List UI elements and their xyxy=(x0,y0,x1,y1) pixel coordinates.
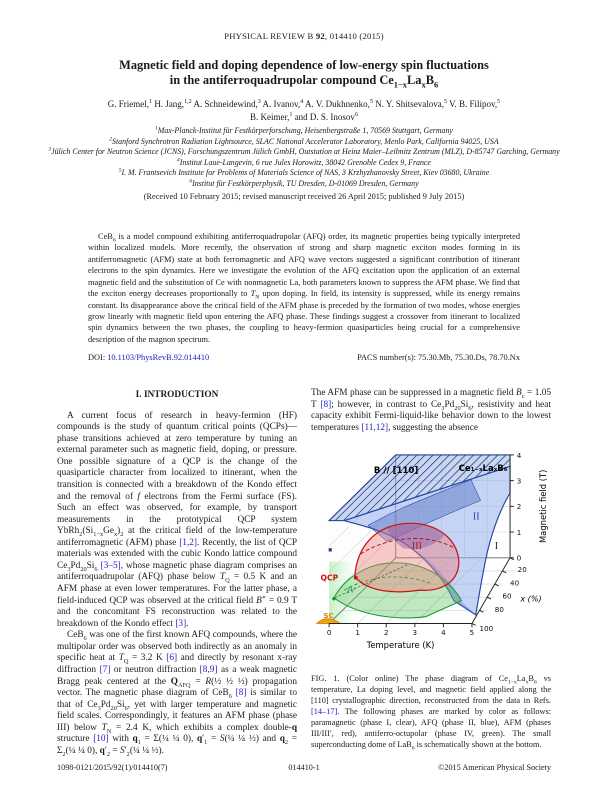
right-column xyxy=(311,388,551,757)
phase-diagram-figure xyxy=(311,447,551,659)
abstract-text: CeB$_6$ is a model compound exhibiting antiferroquadrupolar (AFQ) order, its magnetic properties being typically interpreted within localized models. More recently, the observation of strong and sharp magnetic exciton modes forming in its antiferromagnetic (AFM) state at both ferromagnetic and AFQ wave vectors suggested a significant contribution of itinerant electrons to the spin dynamics. Here we investigate the evolution of the AFQ excitation upon the application of an external magnetic field and the substitution of Ce with nonmagnetic La, both parameters known to suppress the AFM phase. We find that the exciton energy decreases proportionally to $T_N$ upon doping. In field, its intensity is suppressed, while its energy remains constant. Its disappearance above the critical field of the AFM phase is preceded by the formation of two modes, whose energies grow linearly with magnetic field upon entering the AFQ phase. These findings suggest a crossover from itinerant to localized spin dynamics between the two phases, the coupling to heavy-fermion quasiparticles being crucial for a comprehensive description of the magnon spectrum. xyxy=(88,232,520,344)
temp-tick: 1 xyxy=(355,628,360,638)
phase-boundary-marker-square xyxy=(329,548,332,551)
figure-1 xyxy=(311,447,552,753)
field-tick: 2 xyxy=(516,502,522,512)
magnetic-field-axis-label: Magnetic field (T) xyxy=(538,469,549,544)
phase-ii-label: II xyxy=(472,511,480,523)
paper-title-line1: Magnetic field and doping dependence of low-energy spin fluctuations xyxy=(119,58,489,72)
reference-link[interactable]: [10] xyxy=(93,734,109,745)
doi-entry xyxy=(88,353,209,362)
page-footer xyxy=(57,763,551,772)
section-heading-introduction: I. INTRODUCTION xyxy=(135,390,219,400)
field-tick: 1 xyxy=(516,528,522,538)
reference-link[interactable]: [8,9] xyxy=(199,664,218,675)
phase-iii-label: III xyxy=(411,541,422,553)
author-line: G. Friemel,$^1$ H. Jang,$^{1,2}$ A. Schneidewind,$^3$ A. Ivanov,$^4$ A. V. Dukhnenko,$^5$ N. Y. Shitsevalova,$^5$ V. B. Filipov,$^5$ xyxy=(107,99,501,109)
doi-label: DOI: xyxy=(88,353,106,362)
reference-link[interactable]: [8] xyxy=(320,399,332,410)
temp-tick: 3 xyxy=(412,628,418,638)
footer-issn: 1098-0121/2015/92(1)/014410(7) xyxy=(57,763,168,772)
author-list xyxy=(34,98,574,123)
doi-pacs-line xyxy=(88,353,520,362)
field-tick: 0 xyxy=(516,553,522,563)
qcp-label: QCP xyxy=(320,573,339,583)
received-dates: (Received 10 February 2015; revised manuscript received 26 April 2015; published 9 July 2015) xyxy=(143,192,465,201)
sc-label: SC xyxy=(323,611,334,621)
doping-tick: 80 xyxy=(494,605,504,615)
doping-tick: 100 xyxy=(479,624,494,634)
abstract xyxy=(88,231,520,345)
reference-link[interactable]: [3–5] xyxy=(100,560,121,571)
doping-tick: 20 xyxy=(517,565,527,575)
doping-tick: 60 xyxy=(502,591,512,601)
figure-caption: FIG. 1. (Color online) The phase diagram of $Ce_{1-x}La_xB_6$ vs temperature, La doping level, and magnetic field applied along the [110] crystallographic direction, reconstructed from the data in Refs. [14–17]. The following phases are marked by color as follows: paramagnetic (phase I, clear), AFQ (phase II, blue), AFM (phases III/III′, red), antiferro-octupolar (phase IV, green). The small superconducting dome of LaB$_6$ is schematically shown at the bottom. xyxy=(311,673,552,753)
paper-title xyxy=(54,58,554,88)
intro-paragraph-3: The AFM phase can be suppressed in a magnetic field $B_c = 1.05$ T [8]; however, in contrast to $Ce_3Pd_{20}Si_6$, resistivity and heat capacity exhibit Fermi-liquid-like behavior down to the lowest temperatures [11,12], suggesting the absence xyxy=(311,388,551,433)
intro-paragraph-2: CeB$_6$ was one of the first known AFQ compounds, where the multipolar order was observed both indirectly as an anomaly in specific heat at $T_Q = 3.2$ K [6] and directly by resonant x-ray diffraction [7] or neutron diffraction [8,9] as a weak magnetic Bragg peak centered at the $Q_{AFQ}$ = R(½ ½ ½) propagation vector. The magnetic phase diagram of CeB$_6$ [8] is similar to that of $Ce_3Pd_{20}Si_6$, yet with larger temperature and magnetic field scales. Correspondingly, it features an AFM phase (phase III) below $T_N = 2.4$ K, which exhibits a complex double-q structure [10] with $q_1$ = Σ(¼ ¼ 0), $q'_1$ = S(¼ ¼ ½) and $q_2$ = $\Sigma_2(\frac{1}{4}$ ¼ 0), $q'_2$ = $S'_2(\frac{1}{4}$ ¼ ½). xyxy=(57,630,297,758)
journal-header: PHYSICAL REVIEW B 92, 014410 (2015) xyxy=(224,31,384,41)
phase-iv-label: IV xyxy=(347,586,355,596)
affiliation: $^6$Institut für Festkörperphysik, TU Dresden, D-01069 Dresden, Germany xyxy=(189,177,419,188)
paper-title-line2: in the antiferroquadrupolar compound $Ce_{1-x}La_xB_6$ xyxy=(169,73,439,90)
two-column-body xyxy=(57,388,551,757)
pacs-numbers: PACS number(s): 75.30.Mb, 75.30.Ds, 78.70.Nx xyxy=(357,353,520,362)
temp-tick: 2 xyxy=(383,628,389,638)
phase-i-label: I xyxy=(494,541,499,553)
reference-link[interactable]: [1,2] xyxy=(179,537,198,548)
temp-tick: 0 xyxy=(326,628,332,638)
affiliation: $^1$Max-Planck-Institut für Festkörperforschung, Heisenbergstraße 1, 70569 Stuttgart, Germany xyxy=(155,125,453,135)
qcp-marker xyxy=(354,576,358,580)
reference-link[interactable]: [3] xyxy=(175,618,187,629)
affiliation: $^5$I. M. Frantsevich Institute for Problems of Materials Science of NAS, 3 Krzhyzhanovsky Street, Kiev 03680, Ukraine xyxy=(118,167,490,177)
footer-copyright: ©2015 American Physical Society xyxy=(438,763,552,772)
temp-tick: 5 xyxy=(469,628,475,638)
temperature-axis-label: Temperature (K) xyxy=(366,640,435,651)
left-column xyxy=(57,388,297,757)
author-line: B. Keimer,$^1$ and D. S. Inosov$^6$ xyxy=(249,111,358,122)
affiliation: $^2$Stanford Synchrotron Radiation Lightsource, SLAC National Accelerator Laboratory, Menlo Park, California 94025, USA xyxy=(109,135,499,146)
field-tick: 3 xyxy=(516,476,522,486)
intro-paragraph-1: A current focus of research in heavy-fermion (HF) compounds is the study of quantum critical points (QCPs)—phase transitions achieved at zero temperature by tuning an external parameter such as magnetic field, doping, or pressure. One possible signature of a QCP is the change of the quasiparticle character from localized to itinerant, when the transition is connected with a breakdown of the Kondo effect and the removal of f electrons from the Fermi surface (FS). Such an effect was observed, for example, by transport measurements in the prototypical QCP system $YbRh_2(Si_{1-x}Ge_x)_2$ at the critical field of the low-temperature antiferromagnetic (AFM) phase [1,2]. Recently, the list of QCP materials was extended with the cubic Kondo lattice compound $Ce_3Pd_{20}Si_6$ [3–5], whose magnetic phase diagram comprises an antiferroquadrupolar (AFQ) phase below $T_Q = 0.5$ K and an AFM phase at even lower temperatures. For the latter phase, a field-induced QCP was observed at the critical field B∗ = 0.9 T and the concomitant FS reconstruction was related to the breakdown of the Kondo effect [3]. xyxy=(57,410,298,629)
doping-axis-label: x (%) xyxy=(520,593,542,604)
reference-link[interactable]: [14–17] xyxy=(311,707,338,717)
affiliations xyxy=(24,126,584,202)
reference-link[interactable]: [7] xyxy=(99,664,111,675)
reference-link[interactable]: [11,12] xyxy=(361,422,389,433)
field-tick: 4 xyxy=(516,451,522,461)
affiliation: $^3$Jülich Center for Neutron Science (JCNS), Forschungszentrum Jülich GmbH, Outstation at Heinz Maier–Leibnitz Zentrum (MLZ), D-85747 Garching, Germany xyxy=(48,146,560,156)
doping-tick: 40 xyxy=(510,578,520,588)
reference-link[interactable]: [8] xyxy=(235,688,247,699)
footer-page-number: 014410-1 xyxy=(288,763,320,772)
doi-link[interactable]: 10.1103/PhysRevB.92.014410 xyxy=(107,353,210,362)
reference-link[interactable]: [6] xyxy=(166,653,178,664)
affiliation: $^4$Institut Laue-Langevin, 6 rue Jules Horowitz, 38042 Grenoble Cedex 9, France xyxy=(177,156,431,167)
temp-tick: 4 xyxy=(441,628,446,638)
field-direction-label: B ∕∕ [110] xyxy=(373,466,419,477)
compound-label: Ce₁₋ₓLaₓB₆ xyxy=(458,464,508,475)
